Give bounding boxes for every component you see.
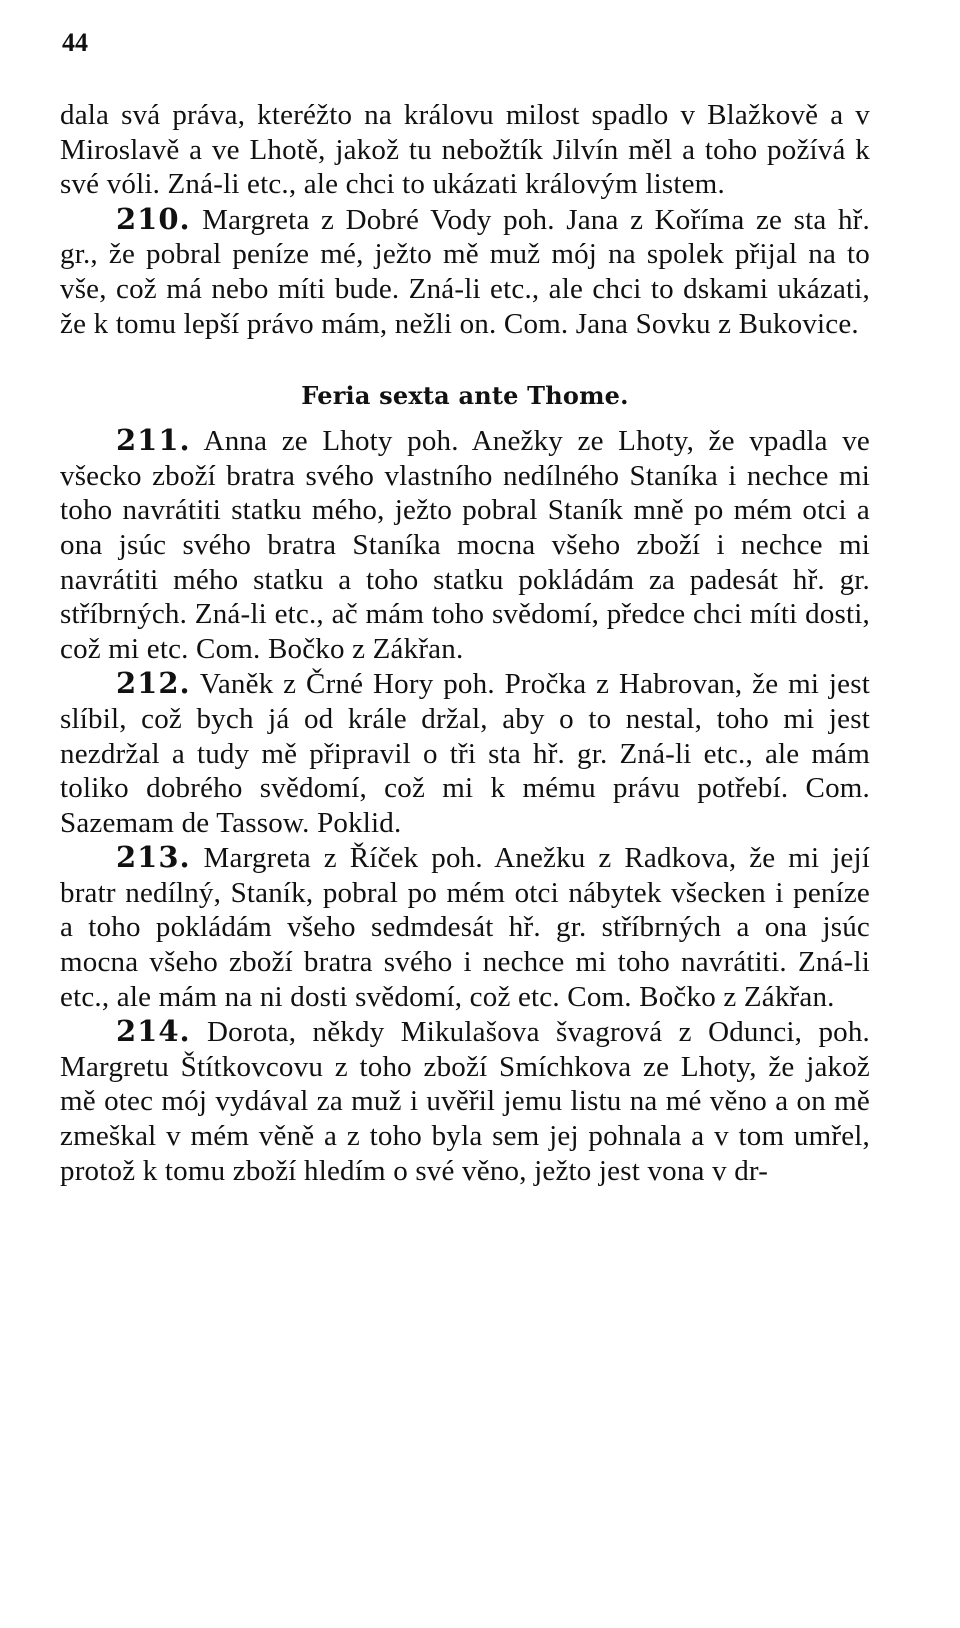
entry-text: Margreta z Říček poh. Anežku z Radkova, že mi její bratr nedílný, Staník, pobral po mém otci nábytek všecken i peníze a toho pokládám všeho sedmdesát hř. gr. stříbrných a ona jsúc mocna všeho zboží bratra svého i nechce mi toho navrátiti. Zná-li etc., ale mám na ni dosti svědomí, což etc. Com. Bočko z Zákřan. [60, 842, 870, 1013]
section-heading: Feria sexta ante Thome. [301, 381, 629, 411]
entry-text: Dorota, někdy Mikulašova švagrová z Odunci, poh. Margretu Štítkovcovu z toho zboží Smíchkova ze Lhoty, že jakož mě otec mój vydával za muž i uvěřil jemu listu na mé věno a on mě zmeškal v mém věně a z toho byla sem jej pohnala a v tom umřel, protož k tomu zboží hledím o své věno, ježto jest vona v dr- [60, 1016, 870, 1187]
entry-text: Margreta z Dobré Vody poh. Jana z Kořímа ze sta hř. gr., že pobral peníze mé, ježto mě muž mój na spolek přijal na to vše, což má nebo míti bude. Zná-li etc., ale chci to dskami ukázati, že k tomu lepší právo mám, nežli on. Com. Jana Sovku z Bukovice. [60, 203, 870, 340]
page-body [60, 98, 870, 1188]
entry-212 [60, 666, 870, 840]
entry-text: Anna ze Lhoty poh. Anežky ze Lhoty, že vpadla ve všecko zboží bratra svého vlastního nedílného Staníka i nechce mi toho navrátiti statku mého, ježto pobral Staník mně po mém otci a ona jsúc svého bratra Staníka mocna všeho zboží i nechce mi navrátiti mého statku a toho statku pokládám za padesát hř. gr. stříbrných. Zná-li etc., ač mám toho svědomí, předce chci míti dosti, což mi etc. Com. Bočko z Zákřan. [60, 425, 870, 665]
entry-number: 214. [116, 1014, 191, 1049]
entry-number: 211. [116, 423, 191, 458]
entry-214 [60, 1014, 870, 1188]
entry-213 [60, 840, 870, 1014]
entry-211 [60, 423, 870, 666]
entry-text: Vaněk z Črné Hory poh. Pročka z Habrovan, že mi jest slíbil, což bych já od krále držal, aby o to nestal, toho mi jest nezdržal a tudy mě připravil o tři sta hř. gr. Zná-li etc., ale mám toliko dobrého svědomí, což mi k mému právu potřebí. Com. Sazemam de Tassow. Poklid. [60, 668, 870, 839]
entry-number: 210. [116, 201, 191, 236]
entry-number: 213. [116, 840, 191, 875]
page-number: 44 [62, 28, 88, 57]
entry-number: 212. [116, 666, 191, 701]
paragraph-continuation: dala svá práva, kteréžto na královu milost spadlo v Blažkově a v Miroslavě a ve Lhotě, jakož tu nebožtík Jilvín měl a toho požívá k své vóli. Zná-li etc., ale chci to ukázati královým listem. [60, 99, 870, 201]
entry-210 [60, 202, 870, 341]
